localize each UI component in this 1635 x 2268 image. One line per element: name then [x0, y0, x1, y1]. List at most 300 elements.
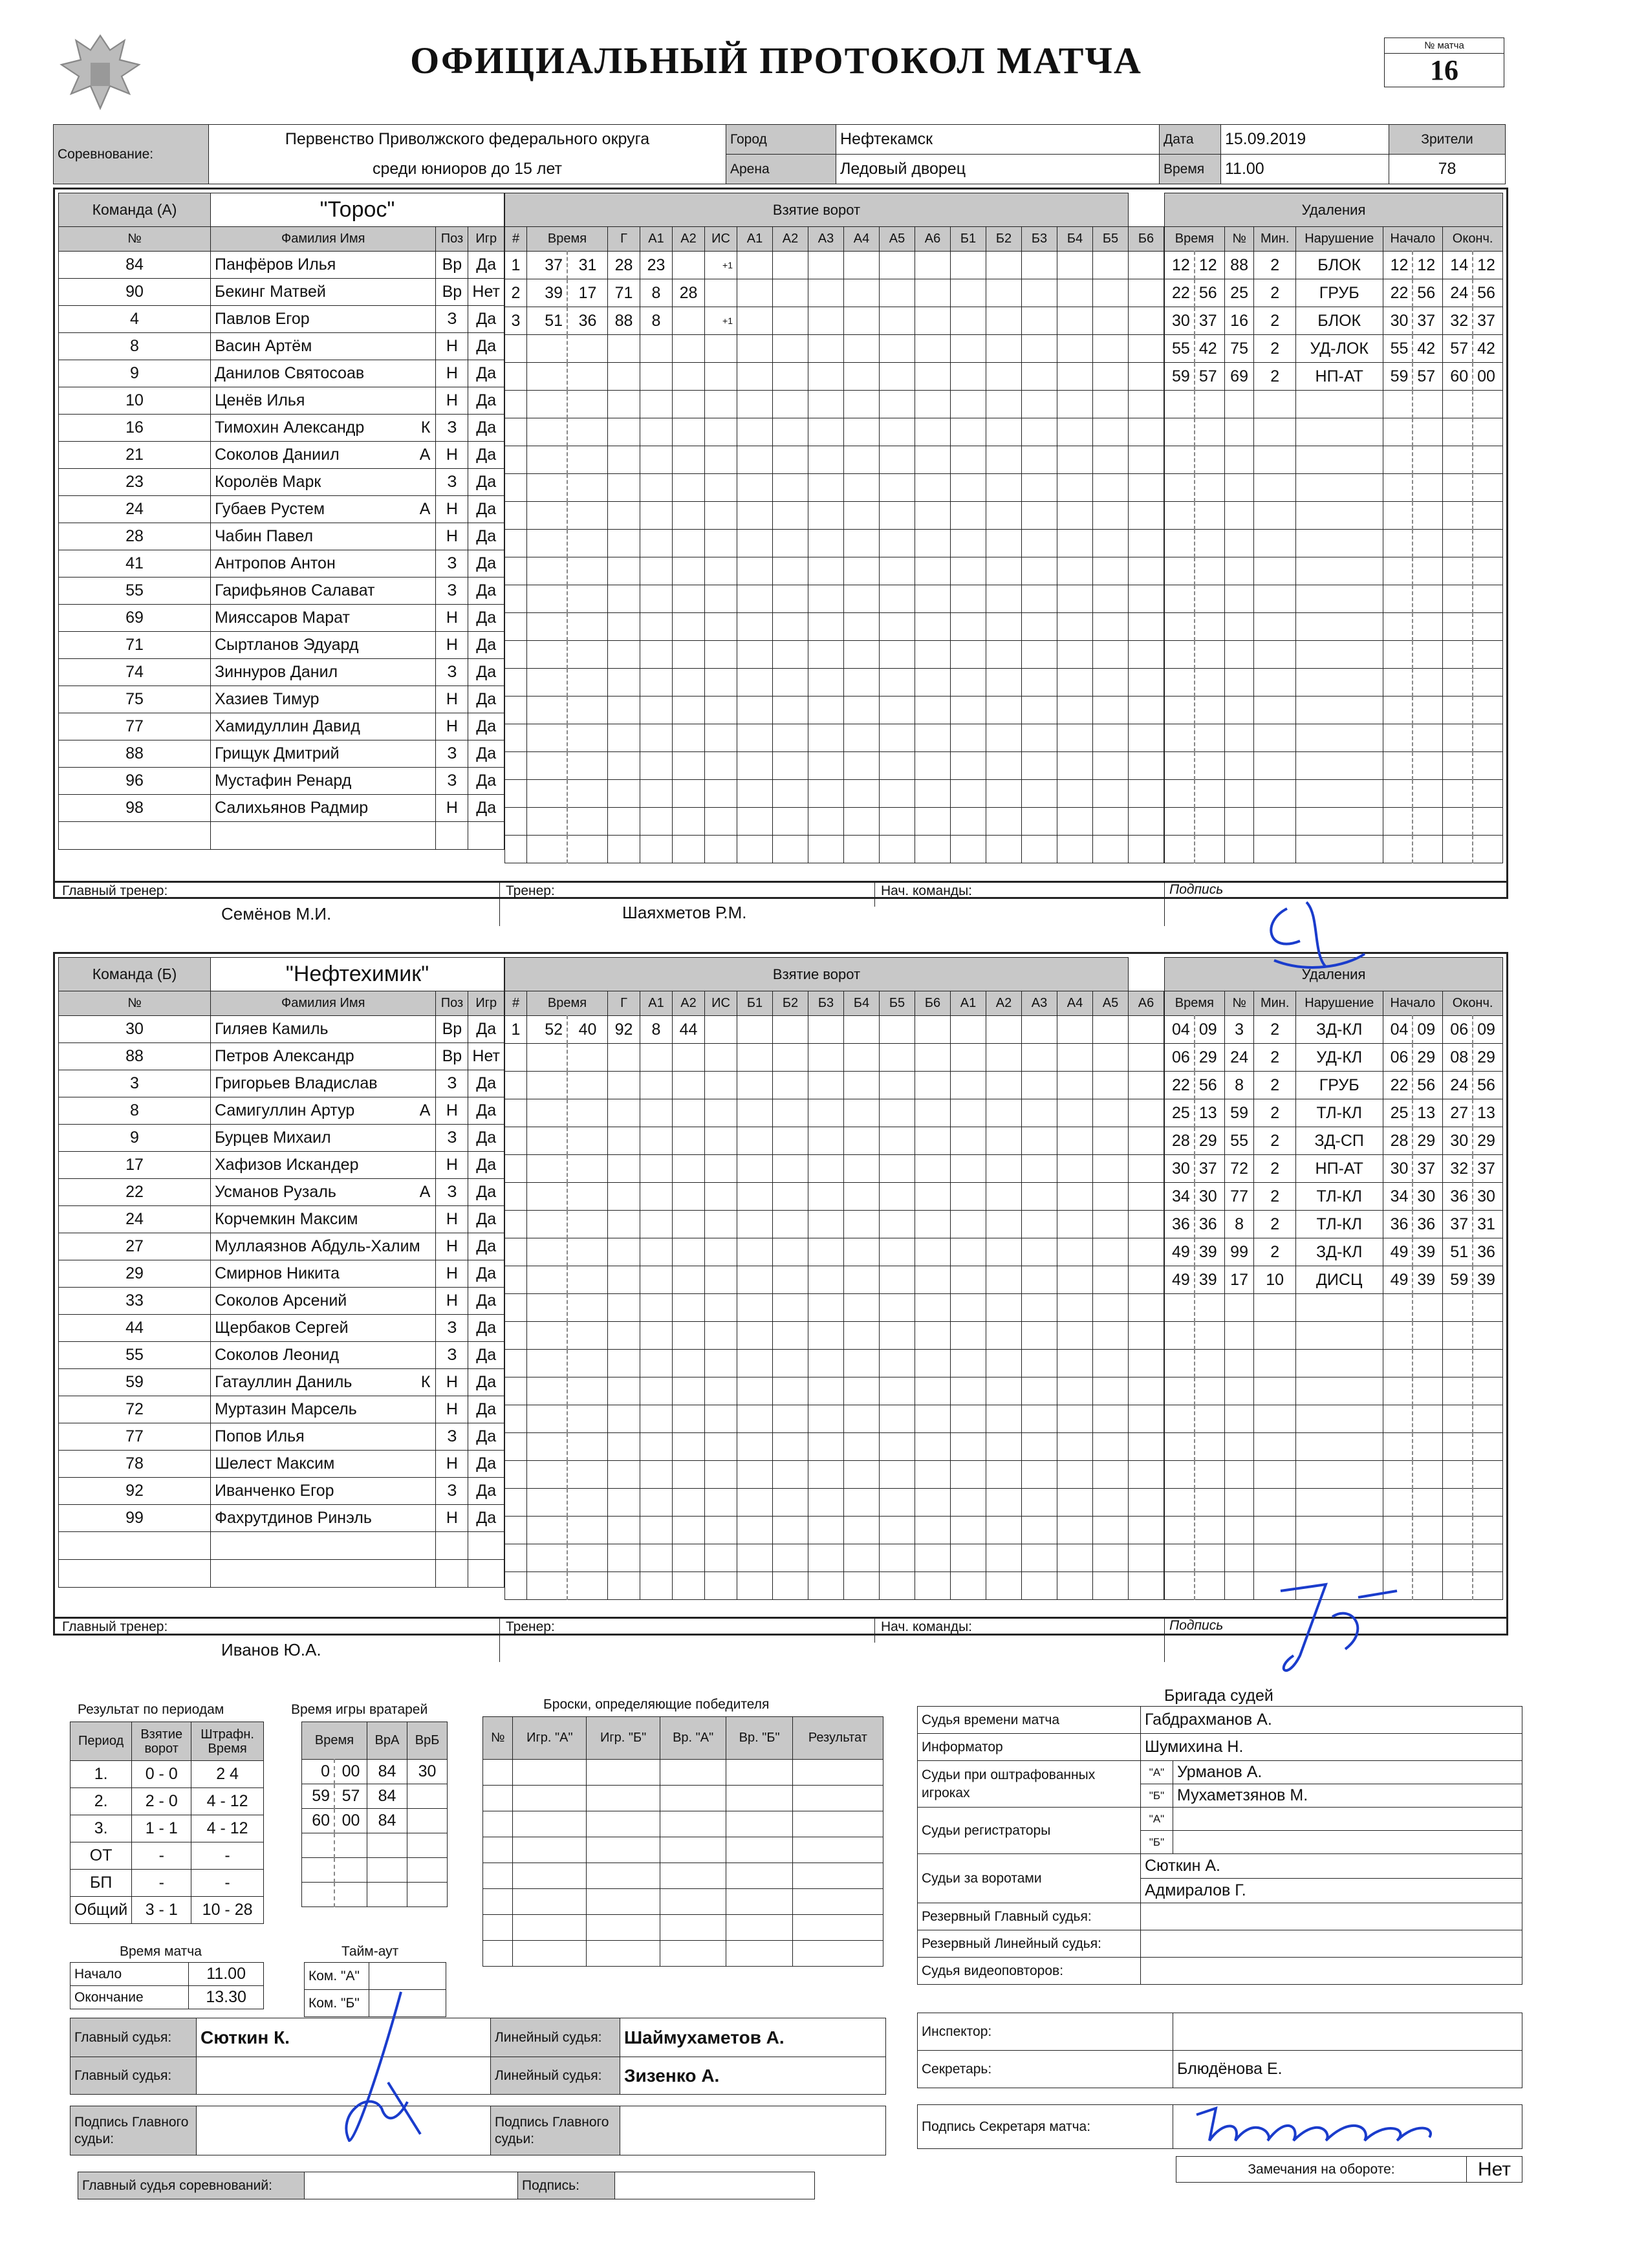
- empty-cell: [211, 1560, 436, 1588]
- goal-empty-cell: [1129, 1377, 1164, 1405]
- goalie-empty-cell: [367, 1833, 407, 1858]
- team-b-goal-cell: [527, 1127, 568, 1155]
- team-a-player-pos: З: [436, 469, 468, 496]
- team-a-player-num: 10: [59, 387, 211, 415]
- goal-empty-cell: [880, 1350, 915, 1377]
- team-b-penalty-cell: 30: [1413, 1183, 1442, 1211]
- team-b-goal-cell: [608, 1183, 640, 1211]
- team-b-goal-row: [505, 1517, 1164, 1544]
- goal-empty-cell: [1093, 1044, 1129, 1072]
- team-b-penalty-row: [1165, 1238, 1503, 1266]
- goal-empty-cell: [1057, 613, 1093, 641]
- pen-end-header: Оконч.: [1443, 991, 1503, 1016]
- team-b-penalty-cell: [1224, 1377, 1254, 1405]
- team-b-penalty-cell: [1224, 1572, 1254, 1600]
- goal-empty-cell: [1129, 1127, 1164, 1155]
- player-name: Фахрутдинов Ринэль: [215, 1509, 372, 1527]
- goal-empty-cell: [1129, 1405, 1164, 1433]
- goal-empty-cell: [808, 557, 844, 585]
- shootout-cell: [726, 1811, 792, 1837]
- team-a-goal-cell: [673, 697, 705, 724]
- shootout-cell: [726, 1915, 792, 1941]
- team-a-penalty-cell: [1195, 669, 1224, 697]
- team-a-penalty-cell: [1443, 836, 1473, 863]
- goal-empty-cell: [773, 1238, 808, 1266]
- team-b-penalty-cell: [1473, 1489, 1502, 1517]
- pen-num-header: №: [1224, 991, 1254, 1016]
- goal-empty-cell: [844, 1517, 880, 1544]
- team-b-player-row: [59, 1369, 504, 1396]
- divider: [1164, 881, 1165, 926]
- team-a-goal-cell: [608, 335, 640, 363]
- goal-empty-cell: [1093, 752, 1129, 780]
- goal-empty-cell: [737, 279, 773, 307]
- team-a-empty-row: [59, 822, 504, 850]
- team-a-goal-cell: 88: [608, 307, 640, 335]
- period-pen: 2 4: [191, 1761, 264, 1788]
- goal-empty-cell: [844, 808, 880, 836]
- team-b-player-num: 59: [59, 1369, 211, 1396]
- player-name: Королёв Марк: [215, 473, 321, 491]
- goal-empty-cell: [773, 530, 808, 557]
- team-a-penalty-cell: [1254, 502, 1295, 530]
- team-b-goal-cell: [527, 1433, 568, 1461]
- team-a-player-num: 75: [59, 686, 211, 713]
- goal-empty-cell: [1093, 1294, 1129, 1322]
- team-a-player-row: [59, 740, 504, 768]
- team-b-penalty-cell: [1165, 1405, 1195, 1433]
- team-a-player-name: [211, 605, 436, 632]
- team-a-goal-cell: [505, 530, 527, 557]
- team-a-penalty-cell: [1413, 418, 1442, 446]
- team-a-penalty-cell: [1383, 418, 1413, 446]
- team-a-goal-cell: [705, 557, 737, 585]
- team-a-penalty-cell: УД-ЛОК: [1295, 335, 1383, 363]
- goalie-time-table: [301, 1722, 448, 1907]
- team-b-penalty-cell: 2: [1254, 1044, 1295, 1072]
- team-a-penalty-row: [1165, 669, 1503, 697]
- goal-empty-cell: [880, 474, 915, 502]
- team-a-penalty-cell: [1413, 613, 1442, 641]
- team-b-player-num: 29: [59, 1260, 211, 1288]
- team-b-goal-cell: [567, 1350, 608, 1377]
- team-a-goal-cell: [673, 808, 705, 836]
- goal-empty-cell: [773, 1350, 808, 1377]
- goal-empty-cell: [1093, 1155, 1129, 1183]
- goal-empty-cell: [880, 585, 915, 613]
- goal-empty-cell: [737, 1572, 773, 1600]
- goal-empty-cell: [1022, 335, 1057, 363]
- team-b-penalty-cell: 99: [1224, 1238, 1254, 1266]
- empty-cell: [59, 822, 211, 850]
- goal-empty-cell: [1022, 1238, 1057, 1266]
- team-a-goal-cell: [673, 641, 705, 669]
- team-b-penalty-cell: [1413, 1461, 1442, 1489]
- team-a-penalty-row: [1165, 502, 1503, 530]
- goal-empty-cell: [880, 1377, 915, 1405]
- team-b-penalty-cell: 36: [1195, 1211, 1224, 1238]
- team-a-goal-cell: [505, 724, 527, 752]
- divider: [874, 1617, 875, 1643]
- goal-empty-cell: [880, 752, 915, 780]
- match-time-title: Время матча: [120, 1944, 202, 1959]
- team-b-goal-cell: [640, 1572, 673, 1600]
- goal-empty-cell: [737, 446, 773, 474]
- team-a-player-num: 88: [59, 740, 211, 768]
- player-name: Соколов Леонид: [215, 1346, 340, 1364]
- team-a-penalty-cell: [1254, 530, 1295, 557]
- player-name: Иванченко Егор: [215, 1482, 334, 1500]
- team-b-goal-cell: [640, 1377, 673, 1405]
- goal-empty-cell: [986, 836, 1022, 863]
- team-a-player-play: Да: [468, 550, 504, 578]
- team-a-goal-cell: [705, 530, 737, 557]
- team-b-goal-cell: [505, 1350, 527, 1377]
- goal-judge-2: Адмиралов Г.: [1141, 1879, 1522, 1903]
- goal-empty-cell: [1129, 1433, 1164, 1461]
- goal-empty-cell: [951, 780, 986, 808]
- team-b-penalty-cell: 2: [1254, 1016, 1295, 1044]
- team-a-penalty-cell: [1165, 585, 1195, 613]
- team-b-goal-cell: [567, 1266, 608, 1294]
- team-b-penalty-cell: [1165, 1461, 1195, 1489]
- team-a-player-row: [59, 713, 504, 740]
- team-a-head-coach-label: Главный тренер:: [62, 883, 168, 898]
- reserve-line-value: [1141, 1930, 1522, 1958]
- team-b-goal-cell: [567, 1461, 608, 1489]
- competition-judge-value: [305, 2172, 518, 2199]
- goal-empty-cell: [1057, 307, 1093, 335]
- period-goals: -: [132, 1870, 191, 1897]
- goal-col-3: Б4: [844, 991, 880, 1016]
- team-b-penalty-cell: ДИСЦ: [1295, 1266, 1383, 1294]
- goal-empty-cell: [986, 697, 1022, 724]
- goal-empty-cell: [808, 1155, 844, 1183]
- team-a-penalty-cell: [1413, 391, 1442, 418]
- team-b-player-num: 55: [59, 1342, 211, 1369]
- team-a-penalty-cell: 57: [1443, 335, 1473, 363]
- team-b-penalty-cell: 30: [1195, 1183, 1224, 1211]
- goal-empty-cell: [1022, 1489, 1057, 1517]
- team-a-penalty-cell: 2: [1254, 279, 1295, 307]
- goalie-cell: 60: [302, 1809, 335, 1833]
- team-a-penalty-cell: [1254, 641, 1295, 669]
- team-b-goal-cell: [673, 1517, 705, 1544]
- goal-empty-cell: [844, 836, 880, 863]
- team-a-penalty-row: [1165, 641, 1503, 669]
- team-a-player-row: [59, 605, 504, 632]
- team-a-penalty-cell: [1195, 724, 1224, 752]
- team-a-penalty-cell: 56: [1413, 279, 1442, 307]
- shootout-cell: [587, 1811, 660, 1837]
- goal-empty-cell: [808, 1127, 844, 1155]
- goal-empty-cell: [880, 252, 915, 279]
- team-b-penalty-row: [1165, 1072, 1503, 1099]
- team-a-goal-cell: [567, 641, 608, 669]
- team-a-goal-cell: [705, 335, 737, 363]
- secretary-label: Секретарь:: [918, 2051, 1173, 2088]
- team-a-penalty-row: [1165, 418, 1503, 446]
- team-a-penalty-cell: [1473, 446, 1502, 474]
- team-a-penalty-cell: [1413, 669, 1442, 697]
- goal-empty-cell: [1093, 585, 1129, 613]
- pen-num-header: №: [1224, 227, 1254, 252]
- team-a-penalty-cell: [1195, 446, 1224, 474]
- goal-empty-cell: [1057, 1183, 1093, 1211]
- team-a-goal-cell: [527, 613, 568, 641]
- team-a-penalty-cell: [1443, 752, 1473, 780]
- team-a-goal-cell: [608, 502, 640, 530]
- goal-empty-cell: [1129, 1072, 1164, 1099]
- team-a-goal-row: [505, 530, 1164, 557]
- goal-empty-cell: [951, 363, 986, 391]
- goal-empty-cell: [1022, 1517, 1057, 1544]
- team-a-goal-cell: [705, 613, 737, 641]
- goal-empty-cell: [951, 1211, 986, 1238]
- team-a-penalty-cell: [1383, 669, 1413, 697]
- goal-empty-cell: [808, 585, 844, 613]
- team-a-penalty-cell: 14: [1443, 252, 1473, 279]
- team-a-goal-cell: [527, 474, 568, 502]
- team-a-penalty-cell: 37: [1473, 307, 1502, 335]
- goal-empty-cell: [880, 1433, 915, 1461]
- goal-empty-cell: [880, 502, 915, 530]
- period-row: [70, 1761, 264, 1788]
- goal-empty-cell: [1022, 1350, 1057, 1377]
- player-name: Шелест Максим: [215, 1454, 335, 1473]
- team-a-penalty-row: [1165, 335, 1503, 363]
- goal-empty-cell: [844, 335, 880, 363]
- team-a-penalty-cell: [1195, 613, 1224, 641]
- period-row: [70, 1815, 264, 1842]
- team-b-penalty-cell: [1254, 1405, 1295, 1433]
- goal-empty-cell: [915, 1183, 951, 1211]
- team-a-penalty-cell: [1224, 557, 1254, 585]
- goal-empty-cell: [1093, 418, 1129, 446]
- team-b-player-play: Да: [468, 1206, 504, 1233]
- team-b-goal-row: [505, 1544, 1164, 1572]
- goal-empty-cell: [773, 363, 808, 391]
- team-b-player-play: Да: [468, 1315, 504, 1342]
- team-a-penalty-row: [1165, 780, 1503, 808]
- team-b-player-play: Да: [468, 1233, 504, 1260]
- team-a-penalty-cell: [1413, 585, 1442, 613]
- team-b-goal-cell: [673, 1072, 705, 1099]
- team-a-penalty-cell: [1224, 585, 1254, 613]
- team-a-goal-cell: [640, 391, 673, 418]
- team-b-penalty-cell: [1413, 1544, 1442, 1572]
- goal-empty-cell: [986, 252, 1022, 279]
- team-b-roster: [58, 957, 504, 1588]
- team-b-goal-cell: [608, 1461, 640, 1489]
- goal-empty-cell: [737, 780, 773, 808]
- team-b-goal-cell: [673, 1377, 705, 1405]
- team-b-penalty-cell: [1443, 1322, 1473, 1350]
- team-a-goal-cell: [705, 502, 737, 530]
- goal-empty-cell: [773, 1211, 808, 1238]
- team-b-player-play: Да: [468, 1152, 504, 1179]
- goal-empty-cell: [915, 557, 951, 585]
- goal-col-7: Б2: [986, 227, 1022, 252]
- team-b-penalty-cell: 24: [1224, 1044, 1254, 1072]
- team-b-goal-cell: [673, 1044, 705, 1072]
- team-a-goal-cell: [608, 613, 640, 641]
- team-b-goal-row: [505, 1322, 1164, 1350]
- team-b-penalty-cell: 59: [1224, 1099, 1254, 1127]
- team-b-penalty-row: [1165, 1489, 1503, 1517]
- team-b-goal-cell: [608, 1572, 640, 1600]
- goal-empty-cell: [1022, 1294, 1057, 1322]
- team-b-penalty-cell: 56: [1473, 1072, 1502, 1099]
- team-b-goal-cell: [640, 1517, 673, 1544]
- main-judge-label-1: Главный судья:: [70, 2018, 197, 2057]
- team-a-goal-cell: [705, 669, 737, 697]
- goal-empty-cell: [1129, 1044, 1164, 1072]
- team-a-penalty-cell: [1413, 836, 1442, 863]
- goal-empty-cell: [951, 1405, 986, 1433]
- team-b-captain-label: Нач. команды:: [881, 1619, 972, 1634]
- goal-empty-cell: [844, 1294, 880, 1322]
- end-label: Окончание: [70, 1986, 189, 2009]
- page-title: ОФИЦИАЛЬНЫЙ ПРОТОКОЛ МАТЧА: [410, 39, 1142, 81]
- team-a-goal-cell: [527, 641, 568, 669]
- team-b-penalty-cell: УД-КЛ: [1295, 1044, 1383, 1072]
- goal-empty-cell: [880, 1016, 915, 1044]
- goal-empty-cell: [1057, 641, 1093, 669]
- goal-empty-cell: [844, 1155, 880, 1183]
- team-a-penalty-cell: [1254, 418, 1295, 446]
- goal-empty-cell: [1129, 1211, 1164, 1238]
- team-a-player-row: [59, 333, 504, 360]
- goal-empty-cell: [844, 279, 880, 307]
- goal-empty-cell: [808, 391, 844, 418]
- line-judge-label-2: Линейный судья:: [491, 2057, 620, 2095]
- team-a-penalty-cell: [1443, 697, 1473, 724]
- goal-empty-cell: [844, 1099, 880, 1127]
- team-b-player-name: [211, 1423, 436, 1451]
- goal-empty-cell: [1057, 363, 1093, 391]
- team-a-player-pos: Вр: [436, 279, 468, 306]
- player-name: Хафизов Искандер: [215, 1156, 359, 1174]
- period-goals: 0 - 0: [132, 1761, 191, 1788]
- team-b-penalty-cell: 30: [1473, 1183, 1502, 1211]
- goal-empty-cell: [844, 780, 880, 808]
- goal-empty-cell: [986, 1294, 1022, 1322]
- goal-empty-cell: [880, 1294, 915, 1322]
- goalie-cell: 00: [334, 1760, 367, 1784]
- team-a-player-row: [59, 387, 504, 415]
- team-b-goal-cell: [608, 1433, 640, 1461]
- team-a-penalty-row: [1165, 446, 1503, 474]
- team-a-goal-cell: [505, 613, 527, 641]
- team-a-penalty-cell: НП-АТ: [1295, 363, 1383, 391]
- team-a-coach-divider: [53, 881, 1508, 883]
- goal-empty-cell: [986, 391, 1022, 418]
- goal-empty-cell: [1129, 418, 1164, 446]
- goal-empty-cell: [1057, 502, 1093, 530]
- team-a-goal-cell: 28: [673, 279, 705, 307]
- goal-empty-cell: [915, 1489, 951, 1517]
- team-b-penalty-cell: 04: [1165, 1016, 1195, 1044]
- inspector-value: [1173, 2013, 1522, 2051]
- competition-judge-table: [78, 2172, 815, 2199]
- team-a-player-row: [59, 415, 504, 442]
- goal-empty-cell: [1129, 1461, 1164, 1489]
- goal-empty-cell: [737, 530, 773, 557]
- goal-empty-cell: [844, 1322, 880, 1350]
- team-b-penalty-cell: 29: [1413, 1044, 1442, 1072]
- team-a-player-num: 84: [59, 252, 211, 279]
- period-label: 2.: [70, 1788, 132, 1815]
- periods-title: Результат по периодам: [78, 1702, 224, 1717]
- team-b-goal-cell: [505, 1377, 527, 1405]
- team-b-goal-cell: [640, 1461, 673, 1489]
- team-b-player-row: [59, 1125, 504, 1152]
- goal-empty-cell: [880, 1489, 915, 1517]
- goal-empty-cell: [844, 1405, 880, 1433]
- goal-empty-cell: [1093, 613, 1129, 641]
- team-b-goal-cell: [640, 1322, 673, 1350]
- pen-start-header: Начало: [1383, 991, 1443, 1016]
- team-a-penalty-cell: [1295, 418, 1383, 446]
- team-a-player-num: 71: [59, 632, 211, 659]
- player-ka: А: [419, 500, 431, 518]
- goal-empty-cell: [1093, 1238, 1129, 1266]
- main-judge-signature-2: [620, 2106, 886, 2155]
- goalie-empty-cell: [407, 1858, 448, 1883]
- goal-empty-cell: [1129, 557, 1164, 585]
- team-b-penalty-cell: [1254, 1461, 1295, 1489]
- team-a-penalty-cell: [1165, 502, 1195, 530]
- player-name: Щербаков Сергей: [215, 1319, 349, 1337]
- team-b-player-name: [211, 1097, 436, 1125]
- team-b-goal-cell: [567, 1127, 608, 1155]
- goal-empty-cell: [951, 279, 986, 307]
- goal-empty-cell: [951, 1294, 986, 1322]
- team-a-goal-row: [505, 585, 1164, 613]
- team-b-penalty-row: [1165, 1155, 1503, 1183]
- team-a-penalty-cell: [1165, 641, 1195, 669]
- goal-empty-cell: [808, 1072, 844, 1099]
- registrar-b-label: "Б": [1141, 1831, 1173, 1854]
- player-name: Зиннуров Данил: [215, 663, 338, 681]
- goal-empty-cell: [951, 1016, 986, 1044]
- team-a-penalty-row: [1165, 752, 1503, 780]
- shootout-table: [482, 1716, 883, 1967]
- team-a-penalty-cell: [1473, 502, 1502, 530]
- team-a-goal-cell: [705, 585, 737, 613]
- goal-empty-cell: [986, 363, 1022, 391]
- timeout-a-label: Ком. "А": [305, 1963, 369, 1990]
- team-a-penalty-cell: [1473, 752, 1502, 780]
- arena-label: Арена: [726, 155, 836, 184]
- team-a-goal-cell: [705, 697, 737, 724]
- team-a-penalty-cell: [1443, 474, 1473, 502]
- team-b-goal-cell: [640, 1155, 673, 1183]
- team-a-penalty-cell: [1165, 613, 1195, 641]
- goal-empty-cell: [986, 307, 1022, 335]
- team-a-player-pos: Н: [436, 713, 468, 740]
- goal-empty-cell: [808, 1377, 844, 1405]
- team-a-penalty-cell: [1224, 669, 1254, 697]
- team-b-penalty-cell: ТЛ-КЛ: [1295, 1211, 1383, 1238]
- goal-empty-cell: [1093, 1433, 1129, 1461]
- goal-empty-cell: [1022, 1461, 1057, 1489]
- team-a-head-coach: Семёнов М.И.: [221, 904, 332, 923]
- team-a-goal-cell: [505, 836, 527, 863]
- team-a-penalty-cell: 59: [1383, 363, 1413, 391]
- team-a-penalty-cell: [1295, 391, 1383, 418]
